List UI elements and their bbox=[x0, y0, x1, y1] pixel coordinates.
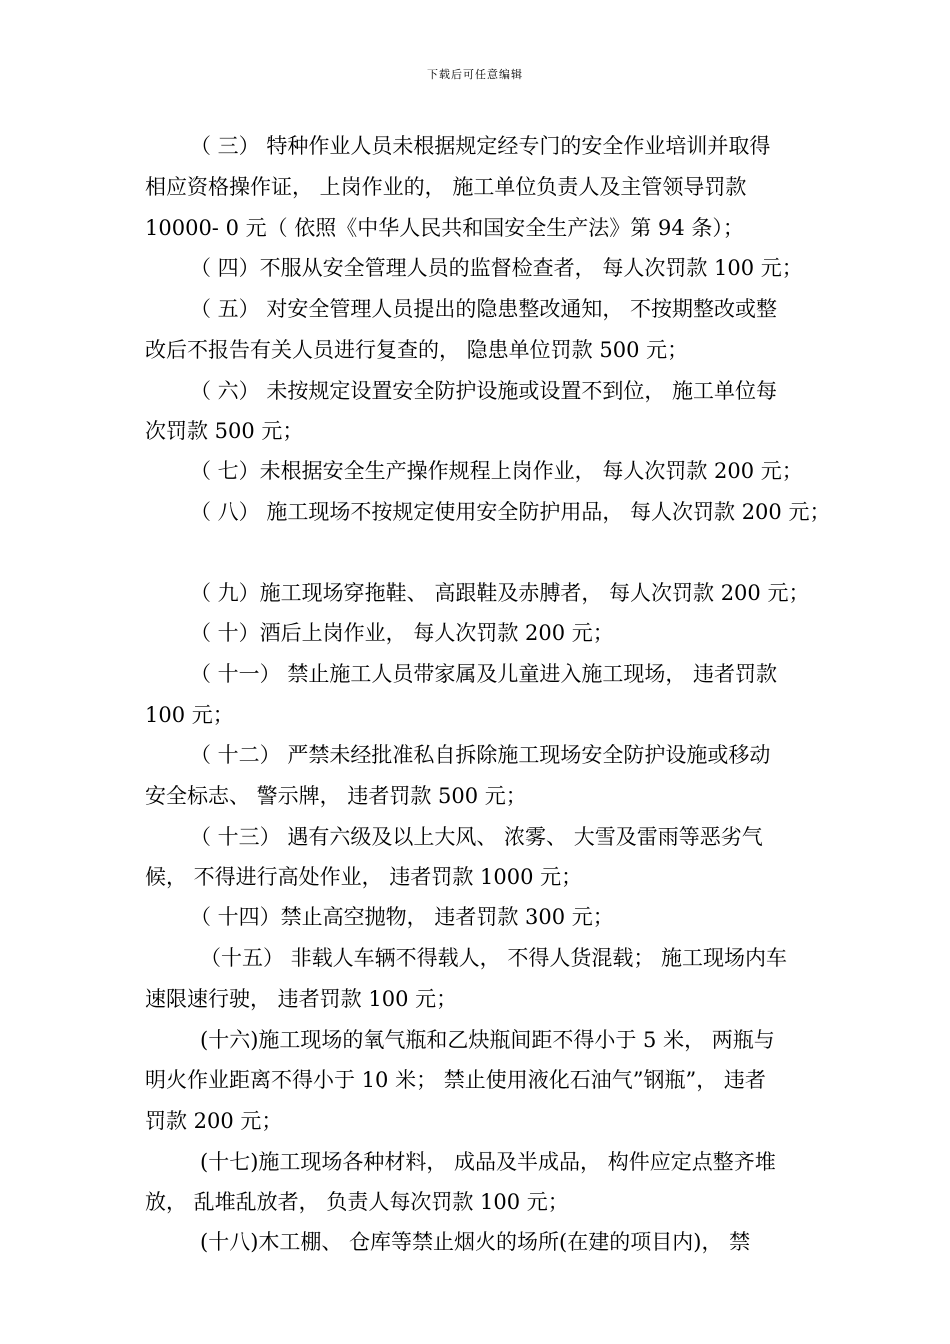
paragraph-line: 放， 乱堆乱放者， 负责人每次罚款 100 元； bbox=[145, 1190, 569, 1214]
paragraph-line: （ 七）未根据安全生产操作规程上岗作业， 每人次罚款 200 元； bbox=[190, 459, 803, 483]
paragraph-line: （ 十三） 遇有六级及以上大风、 浓雾、 大雪及雷雨等恶劣气 bbox=[190, 825, 763, 849]
paragraph-line: (十八)木工棚、 仓库等禁止烟火的场所(在建的项目内)， 禁 bbox=[200, 1230, 751, 1254]
paragraph-line: 明火作业距离不得小于 10 米； 禁止使用液化石油气”钢瓶”， 违者 bbox=[145, 1068, 766, 1092]
paragraph-line: （ 十一） 禁止施工人员带家属及儿童进入施工现场， 违者罚款 bbox=[190, 662, 778, 686]
paragraph-line: （十五） 非载人车辆不得载人， 不得人货混载； 施工现场内车 bbox=[200, 946, 788, 970]
paragraph-line: （ 十）酒后上岗作业， 每人次罚款 200 元； bbox=[190, 621, 614, 645]
paragraph-line: 候， 不得进行高处作业， 违者罚款 1000 元； bbox=[145, 865, 583, 889]
paragraph-line: 相应资格操作证， 上岗作业的， 施工单位负责人及主管领导罚款 bbox=[145, 175, 747, 199]
paragraph-line: (十六)施工现场的氧气瓶和乙炔瓶间距不得小于 5 米， 两瓶与 bbox=[200, 1028, 775, 1052]
paragraph-line: （ 三） 特种作业人员未根据规定经专门的安全作业培训并取得 bbox=[190, 134, 771, 158]
paragraph-line: （ 九）施工现场穿拖鞋、 高跟鞋及赤膊者， 每人次罚款 200 元； bbox=[190, 581, 810, 605]
paragraph-line: （ 四）不服从安全管理人员的监督检查者， 每人次罚款 100 元； bbox=[190, 256, 803, 280]
paragraph-line: （ 十四）禁止高空抛物， 违者罚款 300 元； bbox=[190, 905, 614, 929]
paragraph-line: 改后不报告有关人员进行复查的， 隐患单位罚款 500 元； bbox=[145, 338, 689, 362]
paragraph-line: （ 五） 对安全管理人员提出的隐患整改通知， 不按期整改或整 bbox=[190, 297, 778, 321]
paragraph-line: （ 十二） 严禁未经批准私自拆除施工现场安全防护设施或移动 bbox=[190, 743, 771, 767]
paragraph-line: 安全标志、 警示牌， 违者罚款 500 元； bbox=[145, 784, 527, 808]
paragraph-line: 罚款 200 元； bbox=[145, 1109, 283, 1133]
paragraph-line: （ 六） 未按规定设置安全防护设施或设置不到位， 施工单位每 bbox=[190, 379, 778, 403]
paragraph-line: （ 八） 施工现场不按规定使用安全防护用品， 每人次罚款 200 元； bbox=[190, 500, 831, 524]
paragraph-line: 次罚款 500 元； bbox=[145, 419, 304, 443]
paragraph-line: 10000- 0 元（ 依照《中华人民共和国安全生产法》第 94 条）； bbox=[145, 216, 744, 240]
page-header: 下载后可任意编辑 bbox=[427, 68, 523, 81]
paragraph-line: 100 元； bbox=[145, 703, 234, 727]
paragraph-line: (十七)施工现场各种材料， 成品及半成品， 构件应定点整齐堆 bbox=[200, 1150, 776, 1174]
paragraph-line: 速限速行驶， 违者罚款 100 元； bbox=[145, 987, 458, 1011]
